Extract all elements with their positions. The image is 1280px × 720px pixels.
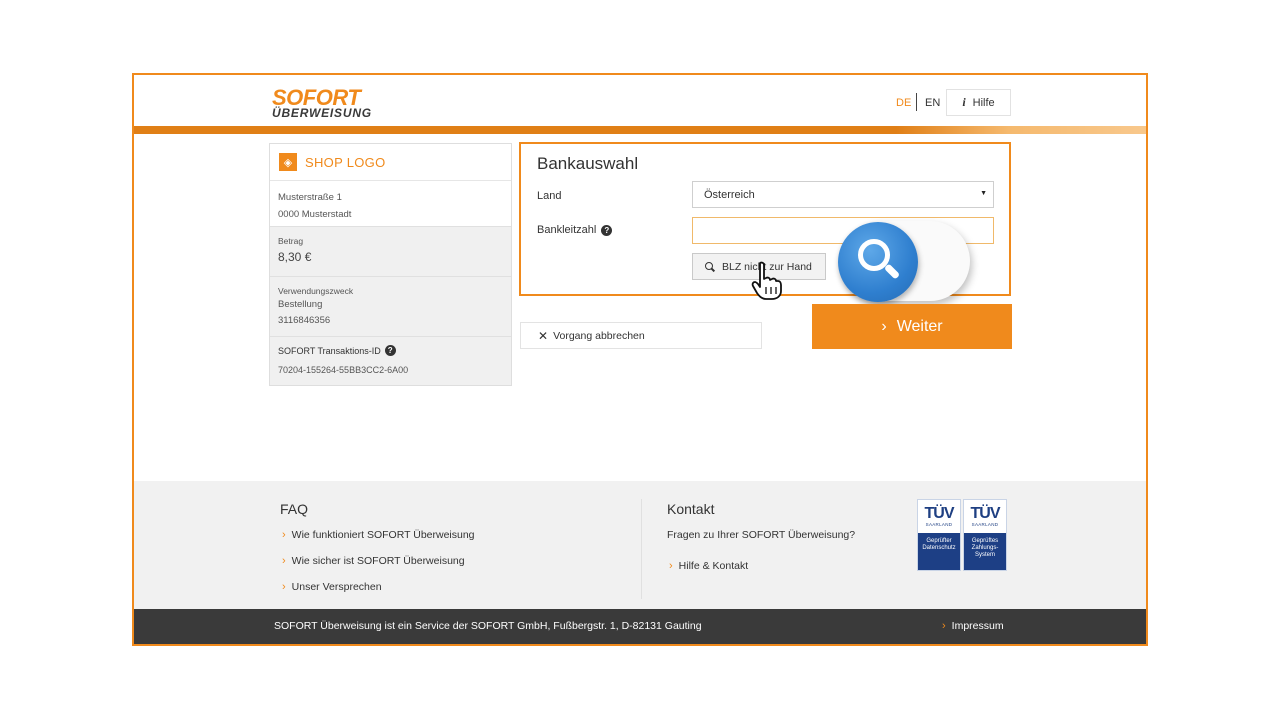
amount-value: 8,30 € xyxy=(278,250,312,264)
shop-logo-row xyxy=(270,144,511,181)
faq-link-label: Wie sicher ist SOFORT Überweisung xyxy=(291,555,465,567)
lang-divider xyxy=(916,93,917,111)
faq-link-3[interactable] xyxy=(282,581,382,593)
help-button[interactable] xyxy=(946,89,1011,116)
faq-link-label: Wie funktioniert SOFORT Überweisung xyxy=(291,529,475,541)
bottom-bar xyxy=(134,609,1146,644)
header xyxy=(134,75,1146,126)
chevron-right-icon: › xyxy=(942,620,946,632)
tuv-badge-privacy xyxy=(917,499,961,571)
logo-main: SOFORT xyxy=(272,85,361,110)
amount-block xyxy=(270,227,511,277)
chevron-right-icon: › xyxy=(282,555,286,567)
impressum-link[interactable] xyxy=(942,620,1004,632)
purpose-block xyxy=(270,277,511,337)
hand-pointer-icon xyxy=(750,261,786,301)
transaction-label: SOFORT Transaktions-ID xyxy=(278,345,381,356)
shop-logo-text: SHOP LOGO xyxy=(305,154,386,170)
shop-icon: ◈ xyxy=(279,153,297,171)
chevron-right-icon: › xyxy=(881,317,887,335)
close-icon: ✕ xyxy=(538,328,549,343)
chevron-right-icon: › xyxy=(669,560,673,572)
tuv-region: SAARLAND xyxy=(925,522,953,527)
question-icon[interactable]: ? xyxy=(601,225,612,236)
tuv-text-line: Zahlungs- xyxy=(971,545,999,551)
faq-link-2[interactable] xyxy=(282,555,465,567)
cancel-button[interactable] xyxy=(520,322,762,349)
footer xyxy=(134,481,1146,609)
tuv-logo: TÜV xyxy=(924,505,954,522)
info-icon: i xyxy=(962,95,966,109)
contact-question: Fragen zu Ihrer SOFORT Überweisung? xyxy=(667,529,856,541)
address-line-1: Musterstraße 1 xyxy=(278,192,342,203)
service-notice: SOFORT Überweisung ist ein Service der SOFORT GmbH, Fußbergstr. 1, D-82131 Gauting xyxy=(274,620,702,632)
tuv-text-line: Geprüftes xyxy=(971,538,999,544)
lang-en-link[interactable]: EN xyxy=(925,97,941,109)
magnifier-icon xyxy=(838,222,918,302)
chevron-right-icon: › xyxy=(282,581,286,593)
impressum-label: Impressum xyxy=(951,620,1004,632)
country-select[interactable] xyxy=(692,181,994,208)
blz-label-row xyxy=(537,224,612,236)
tuv-text-line: Datenschutz xyxy=(922,545,956,551)
address-line-2: 0000 Musterstadt xyxy=(278,209,352,220)
amount-label: Betrag xyxy=(278,236,304,246)
continue-button[interactable] xyxy=(812,304,1012,349)
faq-link-label: Unser Versprechen xyxy=(291,581,382,593)
help-contact-label: Hilfe & Kontakt xyxy=(678,560,749,572)
help-contact-link[interactable] xyxy=(669,560,748,572)
transaction-block xyxy=(270,337,511,385)
country-value: Österreich xyxy=(704,189,755,201)
tuv-text-line: Geprüfter xyxy=(926,538,952,544)
purpose-line-1: Bestellung xyxy=(278,299,323,310)
question-icon[interactable]: ? xyxy=(385,345,396,356)
purpose-label: Verwendungszweck xyxy=(278,286,354,296)
continue-label: Weiter xyxy=(896,317,943,335)
transaction-id: 70204-155264-55BB3CC2-6A00 xyxy=(278,365,409,375)
page-frame xyxy=(132,73,1148,646)
footer-divider xyxy=(641,499,642,599)
blz-label: Bankleitzahl xyxy=(537,224,597,236)
search-icon xyxy=(705,262,715,272)
tuv-region: SAARLAND xyxy=(971,522,999,527)
chevron-right-icon: › xyxy=(282,529,286,541)
shop-address xyxy=(270,181,511,227)
purpose-line-2: 3116846356 xyxy=(278,315,331,326)
logo-sub: ÜBERWEISUNG xyxy=(272,106,372,120)
tuv-badge-payment xyxy=(963,499,1007,571)
faq-link-1[interactable] xyxy=(282,529,475,541)
no-blz-label: BLZ nicht zur Hand xyxy=(722,260,812,273)
order-info-panel xyxy=(269,143,512,386)
cancel-label: Vorgang abbrechen xyxy=(553,329,645,342)
country-label: Land xyxy=(537,190,562,202)
sofort-logo xyxy=(272,85,372,120)
header-accent-fade xyxy=(896,126,1146,134)
lang-de-link[interactable]: DE xyxy=(896,97,912,109)
help-label: Hilfe xyxy=(972,96,995,109)
contact-title: Kontakt xyxy=(667,501,715,517)
transaction-label-row xyxy=(278,345,511,356)
tuv-logo: TÜV xyxy=(970,505,1000,522)
bank-selection-title: Bankauswahl xyxy=(537,154,639,173)
header-accent-bar xyxy=(134,126,1146,134)
tuv-text-line: System xyxy=(974,552,995,558)
dropdown-arrow-icon: ▼ xyxy=(980,190,987,197)
faq-title: FAQ xyxy=(280,501,309,517)
